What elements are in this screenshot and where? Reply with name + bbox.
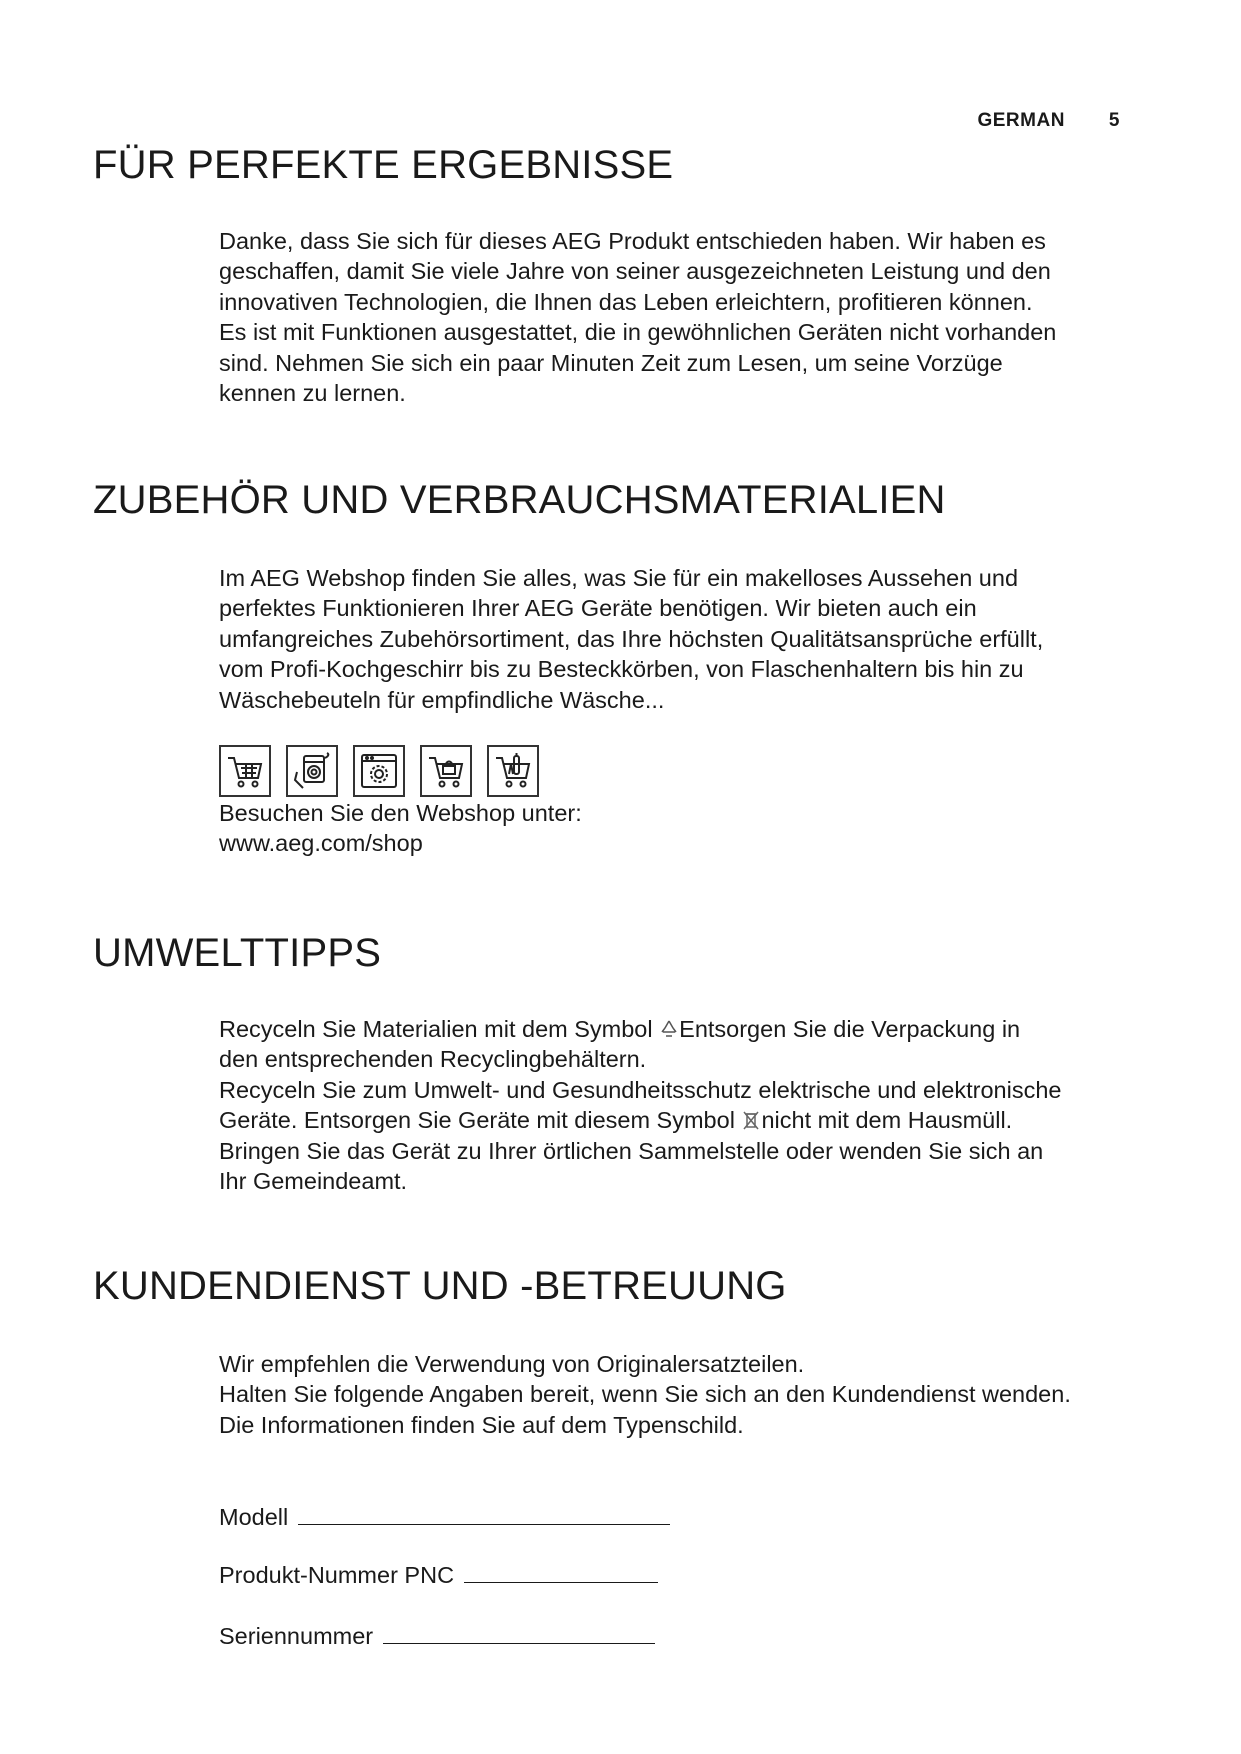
text-line: sind. Nehmen Sie sich ein paar Minuten Zeit zum Lesen, um seine Vorzüge bbox=[219, 349, 1003, 376]
serial-input-line[interactable] bbox=[383, 1621, 655, 1644]
cart-with-items-icon bbox=[420, 745, 472, 797]
page-header bbox=[977, 110, 1120, 132]
service-paragraph bbox=[219, 1349, 1139, 1440]
text-fragment: Entsorgen Sie die Verpackung in bbox=[679, 1016, 1021, 1042]
serial-field bbox=[219, 1621, 655, 1650]
pnc-input-line[interactable] bbox=[464, 1560, 658, 1583]
text-line: Ihr Gemeindeamt. bbox=[219, 1168, 408, 1195]
webshop-link[interactable]: www.aeg.com/shop bbox=[219, 830, 423, 857]
model-label: Modell bbox=[219, 1504, 289, 1530]
text-line: innovativen Technologien, die Ihnen das Leben erleichtern, profitieren können. bbox=[219, 288, 1033, 315]
oven-gear-icon bbox=[353, 745, 405, 797]
text-line: Im AEG Webshop finden Sie alles, was Sie für ein makelloses Aussehen und bbox=[219, 565, 1019, 591]
section-title-accessories: ZUBEHÖR UND VERBRAUCHSMATERIALIEN bbox=[93, 478, 946, 522]
accessories-paragraph bbox=[219, 563, 1139, 715]
text-line: Danke, dass Sie sich für dieses AEG Produkt entschieden haben. Wir haben es bbox=[219, 228, 1046, 254]
section-title-results: FÜR PERFEKTE ERGEBNISSE bbox=[93, 143, 674, 187]
text-line: perfektes Funktionieren Ihrer AEG Geräte benötigen. Wir bieten auch ein bbox=[219, 595, 977, 622]
text-line: Bringen Sie das Gerät zu Ihrer örtlichen Sammelstelle oder wenden Sie sich an bbox=[219, 1137, 1044, 1164]
text-fragment: Recyceln Sie Materialien mit dem Symbol bbox=[219, 1016, 660, 1042]
text-line: Recyceln Sie zum Umwelt- und Gesundheitsschutz elektrische und elektronische bbox=[219, 1076, 1062, 1103]
text-line bbox=[219, 1105, 1139, 1135]
text-line: Wir empfehlen die Verwendung von Originalersatzteilen. bbox=[219, 1351, 805, 1377]
page-number: 5 bbox=[1108, 110, 1120, 131]
serial-label: Seriennummer bbox=[219, 1623, 374, 1649]
text-line bbox=[219, 1014, 1139, 1044]
text-line: Die Informationen finden Sie auf dem Typenschild. bbox=[219, 1411, 744, 1438]
text-fragment: Geräte. Entsorgen Sie Geräte mit diesem Symbol bbox=[219, 1107, 742, 1134]
text-line: Wäschebeuteln für empfindliche Wäsche... bbox=[219, 686, 665, 713]
shopping-cart-icon bbox=[219, 745, 271, 797]
washing-machine-icon bbox=[286, 745, 338, 797]
text-line: geschaffen, damit Sie viele Jahre von seiner ausgezeichneten Leistung und den bbox=[219, 258, 1051, 285]
environment-paragraph bbox=[219, 1014, 1139, 1196]
text-line: umfangreiches Zubehörsortiment, das Ihre höchsten Qualitätsansprüche erfüllt, bbox=[219, 625, 1044, 652]
results-paragraph bbox=[219, 226, 1139, 408]
text-fragment: nicht mit dem Hausmüll. bbox=[761, 1107, 1013, 1134]
section-title-service: KUNDENDIENST UND -BETREUUNG bbox=[93, 1264, 787, 1308]
webshop-icons bbox=[219, 745, 539, 797]
model-input-line[interactable] bbox=[298, 1502, 670, 1525]
crossed-bin-icon bbox=[741, 1109, 761, 1131]
model-field bbox=[219, 1502, 670, 1531]
visit-line: Besuchen Sie den Webshop unter: bbox=[219, 800, 582, 826]
text-line: Es ist mit Funktionen ausgestattet, die in gewöhnlichen Geräten nicht vorhanden bbox=[219, 319, 1057, 346]
recycling-symbol-icon bbox=[659, 1018, 679, 1040]
webshop-visit bbox=[219, 798, 1139, 859]
section-title-environment: UMWELTTIPPS bbox=[93, 931, 382, 975]
cart-with-bottle-icon bbox=[487, 745, 539, 797]
text-line: vom Profi-Kochgeschirr bis zu Besteckkörben, von Flaschenhaltern bis hin zu bbox=[219, 656, 1024, 683]
language-label: GERMAN bbox=[977, 110, 1065, 131]
pnc-label: Produkt-Nummer PNC bbox=[219, 1562, 455, 1588]
text-line: kennen zu lernen. bbox=[219, 380, 406, 407]
pnc-field bbox=[219, 1560, 658, 1589]
text-line: den entsprechenden Recyclingbehältern. bbox=[219, 1046, 647, 1073]
text-line: Halten Sie folgende Angaben bereit, wenn Sie sich an den Kundendienst wenden. bbox=[219, 1381, 1071, 1408]
